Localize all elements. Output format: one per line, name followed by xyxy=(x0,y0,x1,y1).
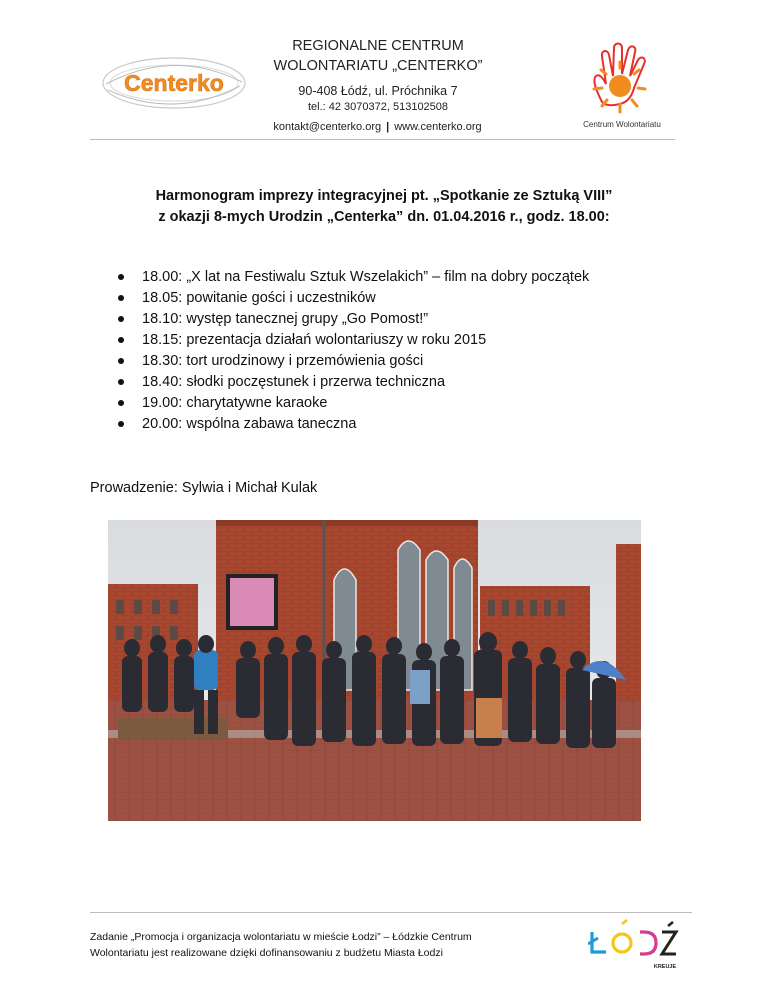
org-phone: tel.: 42 3070372, 513102508 xyxy=(307,101,449,113)
bullet-icon xyxy=(118,358,124,364)
schedule-item-text: 18.10: występ tanecznej grupy „Go Pomost!” xyxy=(142,311,429,327)
org-contact xyxy=(250,121,505,133)
org-title-line1: REGIONALNE CENTRUM xyxy=(292,38,464,54)
list-item xyxy=(112,372,692,393)
bullet-icon xyxy=(118,337,124,343)
schedule-item-text: 18.15: prezentacja działań wolontariuszy w roku 2015 xyxy=(142,332,487,348)
schedule-list xyxy=(112,267,692,435)
schedule-item-text: 18.00: „X lat na Festiwalu Sztuk Wszelakich” – film na dobry początek xyxy=(142,269,590,285)
event-heading xyxy=(90,186,678,228)
lodz-kreuje-logo xyxy=(588,918,680,974)
schedule-item-text: 18.05: powitanie gości i uczestników xyxy=(142,290,376,306)
hosts-line: Prowadzenie: Sylwia i Michał Kulak xyxy=(90,480,318,496)
bullet-icon xyxy=(118,421,124,427)
org-title-line2: WOLONTARIATU „CENTERKO” xyxy=(273,58,483,74)
bullet-icon xyxy=(118,274,124,280)
list-item xyxy=(112,288,692,309)
list-item xyxy=(112,393,692,414)
lodz-logo-subtext: KREUJE xyxy=(653,964,677,970)
organization-title xyxy=(268,36,488,76)
contact-separator: | xyxy=(386,121,390,133)
schedule-item-text: 20.00: wspólna zabawa taneczna xyxy=(142,416,357,432)
list-item xyxy=(112,351,692,372)
list-item xyxy=(112,267,692,288)
bullet-icon xyxy=(118,379,124,385)
centerko-logo-text: Centerko xyxy=(124,70,224,96)
org-address: 90-408 Łódź, ul. Próchnika 7 xyxy=(298,84,458,98)
funding-note xyxy=(90,929,550,961)
bullet-icon xyxy=(118,316,124,322)
header-divider xyxy=(90,139,675,140)
bullet-icon xyxy=(118,295,124,301)
logo-right-caption: Centrum Wolontariatu xyxy=(583,120,661,129)
schedule-item-text: 18.30: tort urodzinowy i przemówienia gości xyxy=(142,353,424,369)
schedule-item-text: 18.40: słodki poczęstunek i przerwa techniczna xyxy=(142,374,446,390)
funding-note-line2: Wolontariatu jest realizowane dzięki dofinansowaniu z budżetu Miasta Łodzi xyxy=(90,947,443,959)
centerko-logo xyxy=(100,54,248,112)
hand-sun-logo xyxy=(572,40,672,126)
heading-line2: z okazji 8-mych Urodzin „Centerka” dn. 01.04.2016 r., godz. 18.00: xyxy=(158,209,610,225)
website-link[interactable]: www.centerko.org xyxy=(394,121,482,133)
group-photo xyxy=(108,520,641,821)
funding-note-line1: Zadanie „Promocja i organizacja wolontariatu w mieście Łodzi” – Łódzkie Centrum xyxy=(90,931,472,943)
list-item xyxy=(112,414,692,435)
heading-line1: Harmonogram imprezy integracyjnej pt. „Spotkanie ze Sztuką VIII” xyxy=(155,188,613,204)
list-item xyxy=(112,330,692,351)
list-item xyxy=(112,309,692,330)
email-link[interactable]: kontakt@centerko.org xyxy=(273,121,382,133)
schedule-item-text: 19.00: charytatywne karaoke xyxy=(142,395,328,411)
footer-divider xyxy=(90,912,692,913)
bullet-icon xyxy=(118,400,124,406)
